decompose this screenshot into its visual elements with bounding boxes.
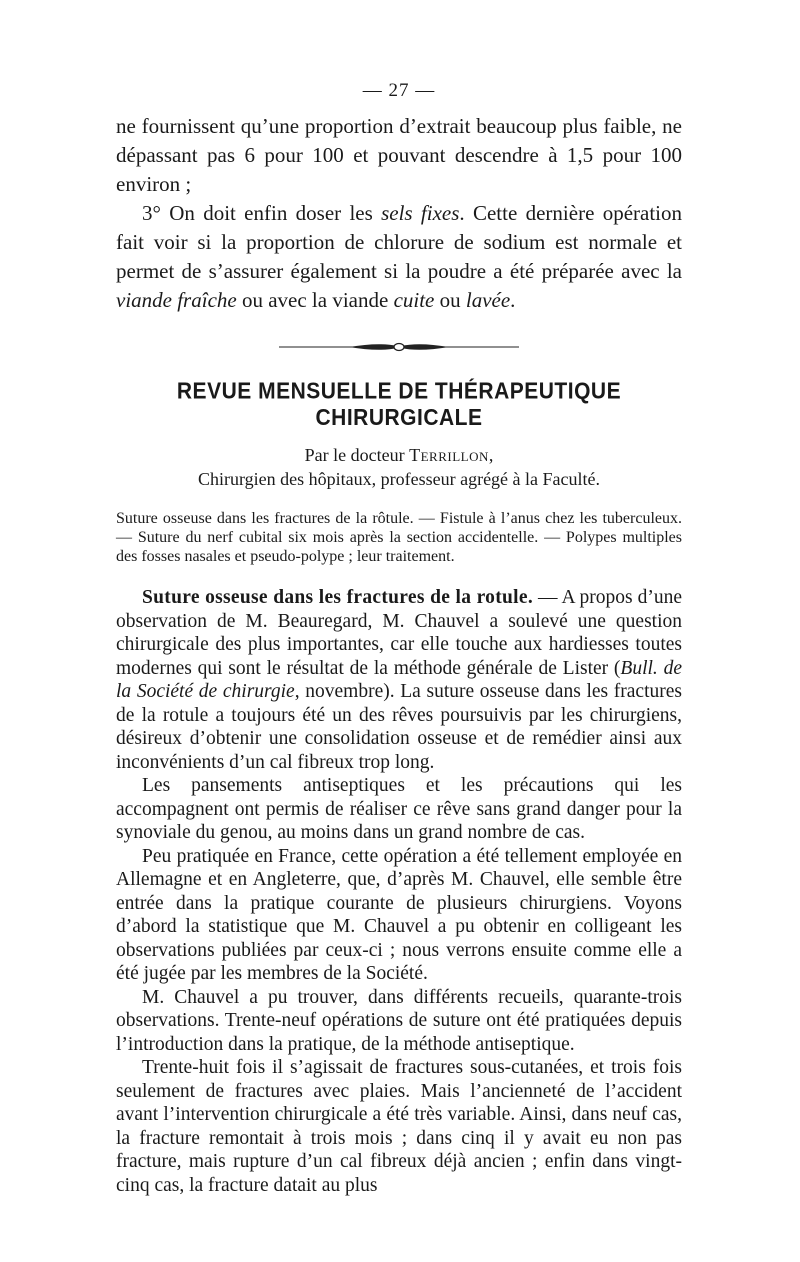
intro-em-sels-fixes: sels fixes — [381, 201, 460, 225]
article-paragraph-3: Peu pratiquée en France, cette opération a été tellement employée en Allemagne et en Angleterre, que, d’après M. Chauvel, elle semble être entrée dans la pratique courante de plusieurs chirurgiens. Voyons d’abord la statistique que M. Chauvel a pu obtenir en colligeant les observations publiées par ceux-ci ; nous verrons ensuite comme elle a été jugée par les membres de la Société. — [116, 845, 682, 984]
article-paragraph-4: M. Chauvel a pu trouver, dans différents recueils, quarante-trois observations. Trente-neuf opérations de suture ont été pratiquées depuis l’introduction dans la pratique, de la méthode antiseptique. — [116, 986, 682, 1055]
article-runin-heading: Suture osseuse dans les fractures de la rotule. — [142, 587, 534, 608]
intro-item3-end: . — [510, 288, 516, 312]
article-paragraph-5: Trente-huit fois il s’agissait de fractures sous-cutanées, et trois fois seulement de fractures avec plaies. Mais l’ancienneté de l’accident avant l’intervention chirurgicale a été très variable. Ainsi, dans neuf cas, la fracture remontait à trois mois ; dans cinq il y avait eu non pas fracture, mais rupture d’un cal fibreux déjà ancien ; enfin dans vingt-cinq cas, la fracture datait au plus — [116, 1057, 682, 1196]
byline-prefix: Par le docteur — [304, 445, 410, 465]
book-page — [116, 80, 682, 1197]
intro-item3-mid3: ou — [434, 288, 466, 312]
article-body — [116, 586, 682, 1197]
article-paragraph-1 — [116, 586, 682, 774]
page-number: — 27 — — [362, 80, 436, 101]
intro-em-lavee: lavée — [465, 288, 511, 312]
section-summary: Suture osseuse dans les fractures de la rôtule. — Fistule à l’anus chez les tuberculeux. — Suture du nerf cubital six mois après la section accidentelle. — Polypes multiples des fosses nasales et pseudo-polype ; leur traitement. — [116, 510, 682, 565]
article-p1-citation: Bull. de la Société de chirurgie — [116, 657, 682, 702]
intro-item3-mid: . Cette dernière opération fait voir si la proportion de chlorure de sodium est normale et permet de s’assurer également si la poudre a été préparée avec la — [116, 201, 683, 283]
byline-suffix: , — [488, 445, 494, 465]
intro-item-3 — [116, 199, 682, 315]
intro-item3-mid2: ou avec la viande — [236, 288, 394, 312]
article-p1-text-b: , novembre). La suture osseuse dans les fractures de la rotule a toujours été un des rêves poursuivis par les chirurgiens, désireux d’obtenir une consolidation osseuse et de remédier ainsi aux inconvénients d’un cal fibreux trop long. — [116, 681, 682, 773]
intro-continuation: ne fournissent qu’une proportion d’extrait beaucoup plus faible, ne dépassant pas 6 pour 100 et pouvant descendre à 1,5 pour 100 environ ; — [116, 114, 682, 196]
intro-em-cuite: cuite — [393, 288, 435, 312]
byline-affiliation: Chirurgien des hôpitaux, professeur agrégé à la Faculté. — [197, 469, 601, 489]
byline-author: Terrillon — [409, 445, 489, 465]
intro-item3-prefix: 3° On doit enfin doser les — [142, 201, 382, 225]
ornament-divider — [279, 341, 519, 353]
intro-em-viande-fraiche: viande fraîche — [116, 288, 237, 312]
byline — [116, 443, 682, 467]
article-p1-text-a: — A propos d’une observation de M. Beauregard, M. Chauvel a soulevé une question chirurgicale des plus importantes, car elle touche aux hardiesses toutes modernes qui sont le résultat de la méthode générale de Lister ( — [116, 587, 682, 679]
article-paragraph-2: Les pansements antiseptiques et les précautions qui les accompagnent ont permis de réaliser ce rêve sans grand danger pour la synoviale du genou, au moins dans un grand nombre de cas. — [116, 775, 682, 843]
section-title: REVUE MENSUELLE DE THÉRAPEUTIQUE CHIRURGICALE — [176, 378, 622, 431]
